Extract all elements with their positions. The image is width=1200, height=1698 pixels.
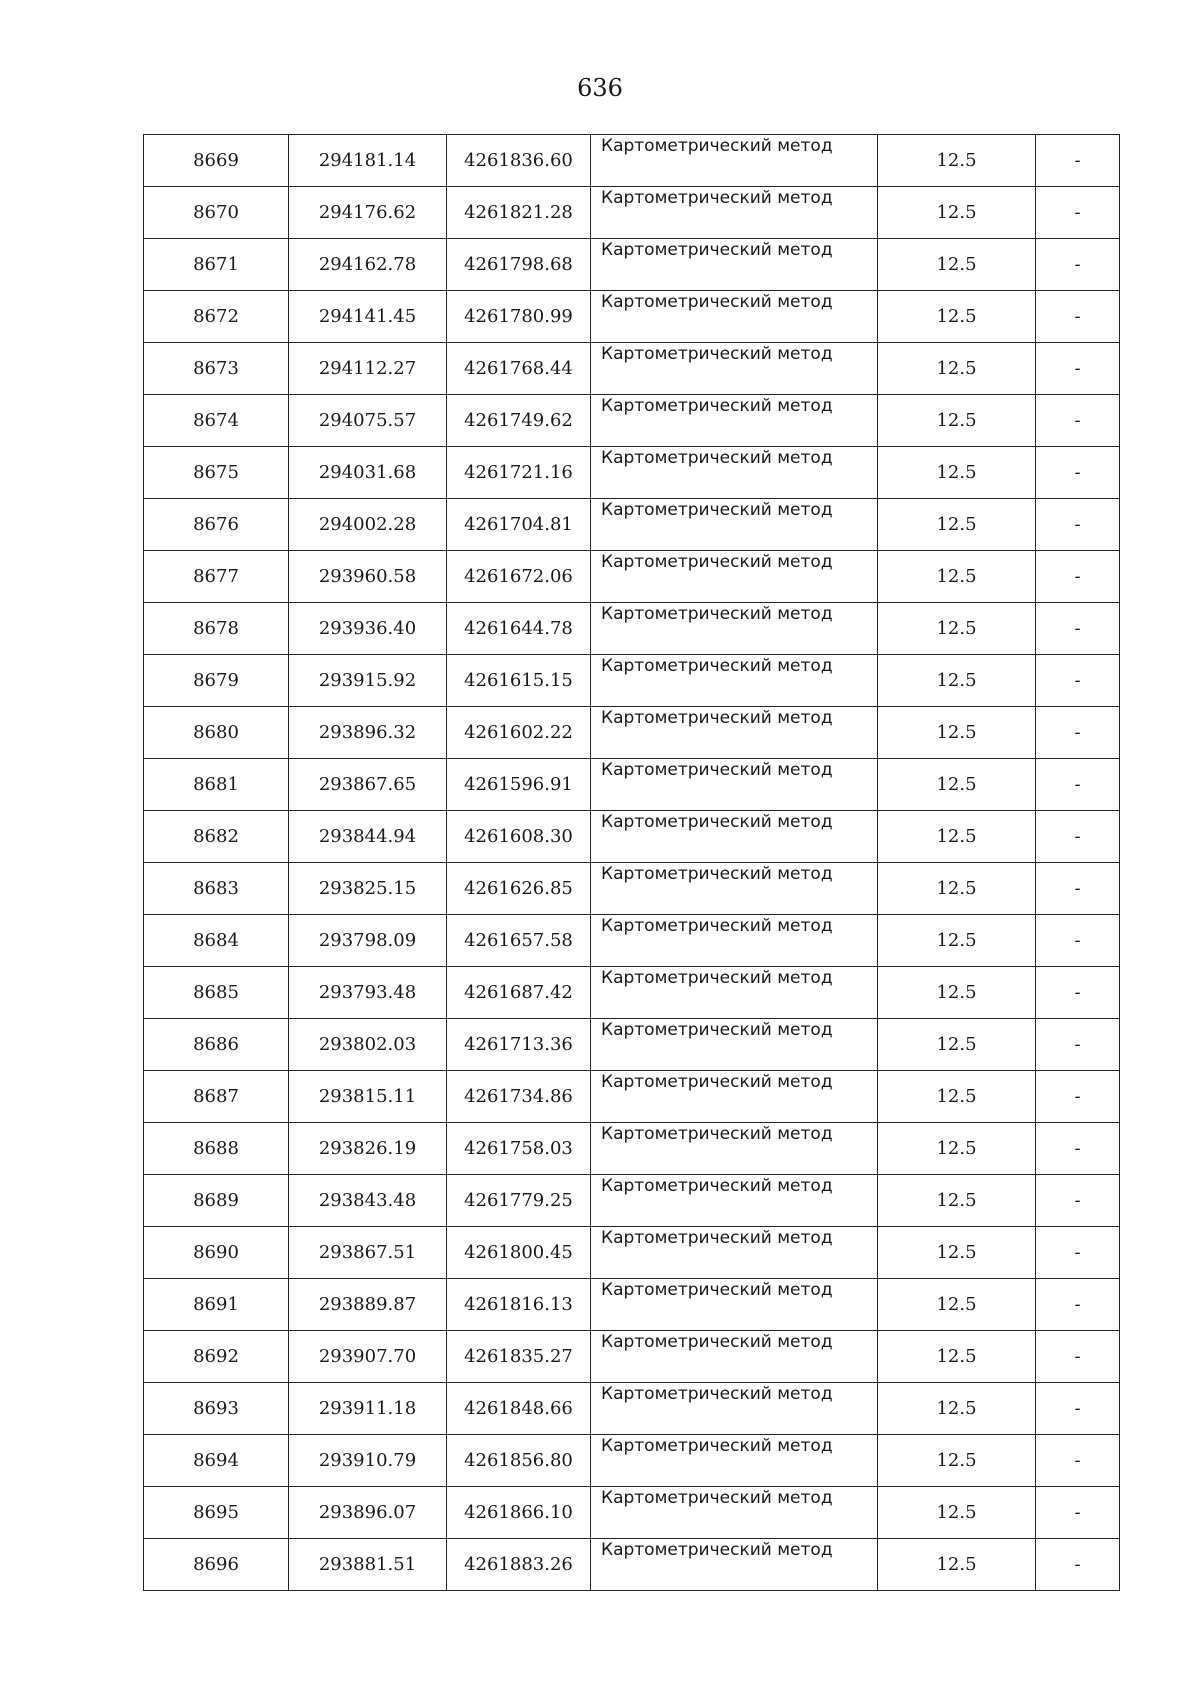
point-number-cell: 8677 — [144, 551, 289, 603]
note-cell: - — [1036, 1019, 1120, 1071]
x-coordinate-cell: 294075.57 — [289, 395, 447, 447]
point-number-cell: 8679 — [144, 655, 289, 707]
x-coordinate-cell: 294141.45 — [289, 291, 447, 343]
point-number-cell: 8672 — [144, 291, 289, 343]
point-number-cell: 8681 — [144, 759, 289, 811]
accuracy-cell: 12.5 — [878, 395, 1036, 447]
accuracy-cell: 12.5 — [878, 239, 1036, 291]
method-cell: Картометрический метод — [591, 239, 878, 291]
accuracy-cell: 12.5 — [878, 187, 1036, 239]
x-coordinate-cell: 293896.32 — [289, 707, 447, 759]
point-number-cell: 8680 — [144, 707, 289, 759]
method-cell: Картометрический метод — [591, 915, 878, 967]
y-coordinate-cell: 4261821.28 — [447, 187, 591, 239]
note-cell: - — [1036, 915, 1120, 967]
accuracy-cell: 12.5 — [878, 967, 1036, 1019]
method-cell: Картометрический метод — [591, 1123, 878, 1175]
table-row — [144, 967, 1120, 1019]
point-number-cell: 8687 — [144, 1071, 289, 1123]
method-cell: Картометрический метод — [591, 1383, 878, 1435]
page-number: 636 — [577, 74, 623, 102]
y-coordinate-cell: 4261835.27 — [447, 1331, 591, 1383]
point-number-cell: 8682 — [144, 811, 289, 863]
table-row — [144, 343, 1120, 395]
note-cell: - — [1036, 1435, 1120, 1487]
x-coordinate-cell: 293867.65 — [289, 759, 447, 811]
accuracy-cell: 12.5 — [878, 1435, 1036, 1487]
note-cell: - — [1036, 655, 1120, 707]
y-coordinate-cell: 4261779.25 — [447, 1175, 591, 1227]
table-row — [144, 1227, 1120, 1279]
table-row — [144, 863, 1120, 915]
note-cell: - — [1036, 499, 1120, 551]
note-cell: - — [1036, 1383, 1120, 1435]
accuracy-cell: 12.5 — [878, 1383, 1036, 1435]
accuracy-cell: 12.5 — [878, 863, 1036, 915]
accuracy-cell: 12.5 — [878, 707, 1036, 759]
point-number-cell: 8695 — [144, 1487, 289, 1539]
table-row — [144, 499, 1120, 551]
note-cell: - — [1036, 1227, 1120, 1279]
table-row — [144, 135, 1120, 187]
point-number-cell: 8691 — [144, 1279, 289, 1331]
method-cell: Картометрический метод — [591, 811, 878, 863]
point-number-cell: 8690 — [144, 1227, 289, 1279]
note-cell: - — [1036, 551, 1120, 603]
note-cell: - — [1036, 1123, 1120, 1175]
y-coordinate-cell: 4261657.58 — [447, 915, 591, 967]
accuracy-cell: 12.5 — [878, 1487, 1036, 1539]
table-row — [144, 759, 1120, 811]
coordinates-table-body — [144, 135, 1120, 1591]
accuracy-cell: 12.5 — [878, 1071, 1036, 1123]
table-row — [144, 1331, 1120, 1383]
point-number-cell: 8675 — [144, 447, 289, 499]
x-coordinate-cell: 294162.78 — [289, 239, 447, 291]
point-number-cell: 8686 — [144, 1019, 289, 1071]
table-row — [144, 655, 1120, 707]
x-coordinate-cell: 293793.48 — [289, 967, 447, 1019]
table-row — [144, 603, 1120, 655]
accuracy-cell: 12.5 — [878, 1539, 1036, 1591]
note-cell: - — [1036, 1279, 1120, 1331]
accuracy-cell: 12.5 — [878, 135, 1036, 187]
method-cell: Картометрический метод — [591, 863, 878, 915]
y-coordinate-cell: 4261713.36 — [447, 1019, 591, 1071]
table-row — [144, 1539, 1120, 1591]
y-coordinate-cell: 4261734.86 — [447, 1071, 591, 1123]
method-cell: Картометрический метод — [591, 603, 878, 655]
table-row — [144, 187, 1120, 239]
table-row — [144, 551, 1120, 603]
y-coordinate-cell: 4261780.99 — [447, 291, 591, 343]
method-cell: Картометрический метод — [591, 967, 878, 1019]
note-cell: - — [1036, 707, 1120, 759]
x-coordinate-cell: 293825.15 — [289, 863, 447, 915]
y-coordinate-cell: 4261596.91 — [447, 759, 591, 811]
y-coordinate-cell: 4261615.15 — [447, 655, 591, 707]
table-row — [144, 1019, 1120, 1071]
accuracy-cell: 12.5 — [878, 603, 1036, 655]
accuracy-cell: 12.5 — [878, 1123, 1036, 1175]
point-number-cell: 8685 — [144, 967, 289, 1019]
x-coordinate-cell: 293844.94 — [289, 811, 447, 863]
table-row — [144, 1487, 1120, 1539]
point-number-cell: 8689 — [144, 1175, 289, 1227]
method-cell: Картометрический метод — [591, 187, 878, 239]
y-coordinate-cell: 4261721.16 — [447, 447, 591, 499]
method-cell: Картометрический метод — [591, 1175, 878, 1227]
x-coordinate-cell: 293911.18 — [289, 1383, 447, 1435]
y-coordinate-cell: 4261856.80 — [447, 1435, 591, 1487]
y-coordinate-cell: 4261866.10 — [447, 1487, 591, 1539]
y-coordinate-cell: 4261644.78 — [447, 603, 591, 655]
x-coordinate-cell: 294181.14 — [289, 135, 447, 187]
table-row — [144, 1123, 1120, 1175]
point-number-cell: 8692 — [144, 1331, 289, 1383]
method-cell: Картометрический метод — [591, 759, 878, 811]
x-coordinate-cell: 293881.51 — [289, 1539, 447, 1591]
table-row — [144, 707, 1120, 759]
point-number-cell: 8669 — [144, 135, 289, 187]
x-coordinate-cell: 293910.79 — [289, 1435, 447, 1487]
accuracy-cell: 12.5 — [878, 811, 1036, 863]
accuracy-cell: 12.5 — [878, 447, 1036, 499]
y-coordinate-cell: 4261704.81 — [447, 499, 591, 551]
x-coordinate-cell: 293889.87 — [289, 1279, 447, 1331]
method-cell: Картометрический метод — [591, 1331, 878, 1383]
table-row — [144, 1383, 1120, 1435]
table-row — [144, 1435, 1120, 1487]
x-coordinate-cell: 293815.11 — [289, 1071, 447, 1123]
table-row — [144, 239, 1120, 291]
x-coordinate-cell: 294002.28 — [289, 499, 447, 551]
method-cell: Картометрический метод — [591, 551, 878, 603]
point-number-cell: 8670 — [144, 187, 289, 239]
method-cell: Картометрический метод — [591, 1539, 878, 1591]
y-coordinate-cell: 4261749.62 — [447, 395, 591, 447]
method-cell: Картометрический метод — [591, 1071, 878, 1123]
x-coordinate-cell: 293826.19 — [289, 1123, 447, 1175]
method-cell: Картометрический метод — [591, 395, 878, 447]
x-coordinate-cell: 294176.62 — [289, 187, 447, 239]
x-coordinate-cell: 293867.51 — [289, 1227, 447, 1279]
x-coordinate-cell: 293960.58 — [289, 551, 447, 603]
accuracy-cell: 12.5 — [878, 759, 1036, 811]
method-cell: Картометрический метод — [591, 135, 878, 187]
accuracy-cell: 12.5 — [878, 1331, 1036, 1383]
note-cell: - — [1036, 967, 1120, 1019]
coordinates-table — [143, 134, 1120, 1591]
x-coordinate-cell: 293798.09 — [289, 915, 447, 967]
accuracy-cell: 12.5 — [878, 1279, 1036, 1331]
note-cell: - — [1036, 395, 1120, 447]
table-row — [144, 915, 1120, 967]
note-cell: - — [1036, 863, 1120, 915]
note-cell: - — [1036, 1175, 1120, 1227]
x-coordinate-cell: 293907.70 — [289, 1331, 447, 1383]
y-coordinate-cell: 4261848.66 — [447, 1383, 591, 1435]
note-cell: - — [1036, 447, 1120, 499]
y-coordinate-cell: 4261672.06 — [447, 551, 591, 603]
x-coordinate-cell: 293802.03 — [289, 1019, 447, 1071]
point-number-cell: 8694 — [144, 1435, 289, 1487]
x-coordinate-cell: 294031.68 — [289, 447, 447, 499]
table-row — [144, 1279, 1120, 1331]
y-coordinate-cell: 4261836.60 — [447, 135, 591, 187]
method-cell: Картометрический метод — [591, 447, 878, 499]
table-row — [144, 447, 1120, 499]
table-row — [144, 1071, 1120, 1123]
accuracy-cell: 12.5 — [878, 915, 1036, 967]
note-cell: - — [1036, 1539, 1120, 1591]
y-coordinate-cell: 4261626.85 — [447, 863, 591, 915]
point-number-cell: 8673 — [144, 343, 289, 395]
method-cell: Картометрический метод — [591, 1435, 878, 1487]
point-number-cell: 8674 — [144, 395, 289, 447]
x-coordinate-cell: 293915.92 — [289, 655, 447, 707]
note-cell: - — [1036, 759, 1120, 811]
y-coordinate-cell: 4261687.42 — [447, 967, 591, 1019]
point-number-cell: 8683 — [144, 863, 289, 915]
accuracy-cell: 12.5 — [878, 551, 1036, 603]
method-cell: Картометрический метод — [591, 1487, 878, 1539]
table-row — [144, 811, 1120, 863]
point-number-cell: 8688 — [144, 1123, 289, 1175]
note-cell: - — [1036, 291, 1120, 343]
table-row — [144, 291, 1120, 343]
method-cell: Картометрический метод — [591, 1227, 878, 1279]
y-coordinate-cell: 4261800.45 — [447, 1227, 591, 1279]
point-number-cell: 8671 — [144, 239, 289, 291]
note-cell: - — [1036, 187, 1120, 239]
y-coordinate-cell: 4261758.03 — [447, 1123, 591, 1175]
point-number-cell: 8678 — [144, 603, 289, 655]
y-coordinate-cell: 4261816.13 — [447, 1279, 591, 1331]
method-cell: Картометрический метод — [591, 1279, 878, 1331]
x-coordinate-cell: 294112.27 — [289, 343, 447, 395]
method-cell: Картометрический метод — [591, 291, 878, 343]
accuracy-cell: 12.5 — [878, 655, 1036, 707]
method-cell: Картометрический метод — [591, 707, 878, 759]
y-coordinate-cell: 4261768.44 — [447, 343, 591, 395]
note-cell: - — [1036, 1071, 1120, 1123]
point-number-cell: 8696 — [144, 1539, 289, 1591]
x-coordinate-cell: 293843.48 — [289, 1175, 447, 1227]
note-cell: - — [1036, 135, 1120, 187]
accuracy-cell: 12.5 — [878, 1227, 1036, 1279]
method-cell: Картометрический метод — [591, 343, 878, 395]
accuracy-cell: 12.5 — [878, 1175, 1036, 1227]
y-coordinate-cell: 4261602.22 — [447, 707, 591, 759]
accuracy-cell: 12.5 — [878, 343, 1036, 395]
table-row — [144, 395, 1120, 447]
method-cell: Картометрический метод — [591, 499, 878, 551]
table-row — [144, 1175, 1120, 1227]
note-cell: - — [1036, 603, 1120, 655]
x-coordinate-cell: 293896.07 — [289, 1487, 447, 1539]
note-cell: - — [1036, 1487, 1120, 1539]
note-cell: - — [1036, 811, 1120, 863]
note-cell: - — [1036, 1331, 1120, 1383]
y-coordinate-cell: 4261883.26 — [447, 1539, 591, 1591]
note-cell: - — [1036, 239, 1120, 291]
note-cell: - — [1036, 343, 1120, 395]
point-number-cell: 8676 — [144, 499, 289, 551]
method-cell: Картометрический метод — [591, 1019, 878, 1071]
x-coordinate-cell: 293936.40 — [289, 603, 447, 655]
y-coordinate-cell: 4261608.30 — [447, 811, 591, 863]
accuracy-cell: 12.5 — [878, 499, 1036, 551]
accuracy-cell: 12.5 — [878, 1019, 1036, 1071]
method-cell: Картометрический метод — [591, 655, 878, 707]
point-number-cell: 8693 — [144, 1383, 289, 1435]
accuracy-cell: 12.5 — [878, 291, 1036, 343]
y-coordinate-cell: 4261798.68 — [447, 239, 591, 291]
point-number-cell: 8684 — [144, 915, 289, 967]
